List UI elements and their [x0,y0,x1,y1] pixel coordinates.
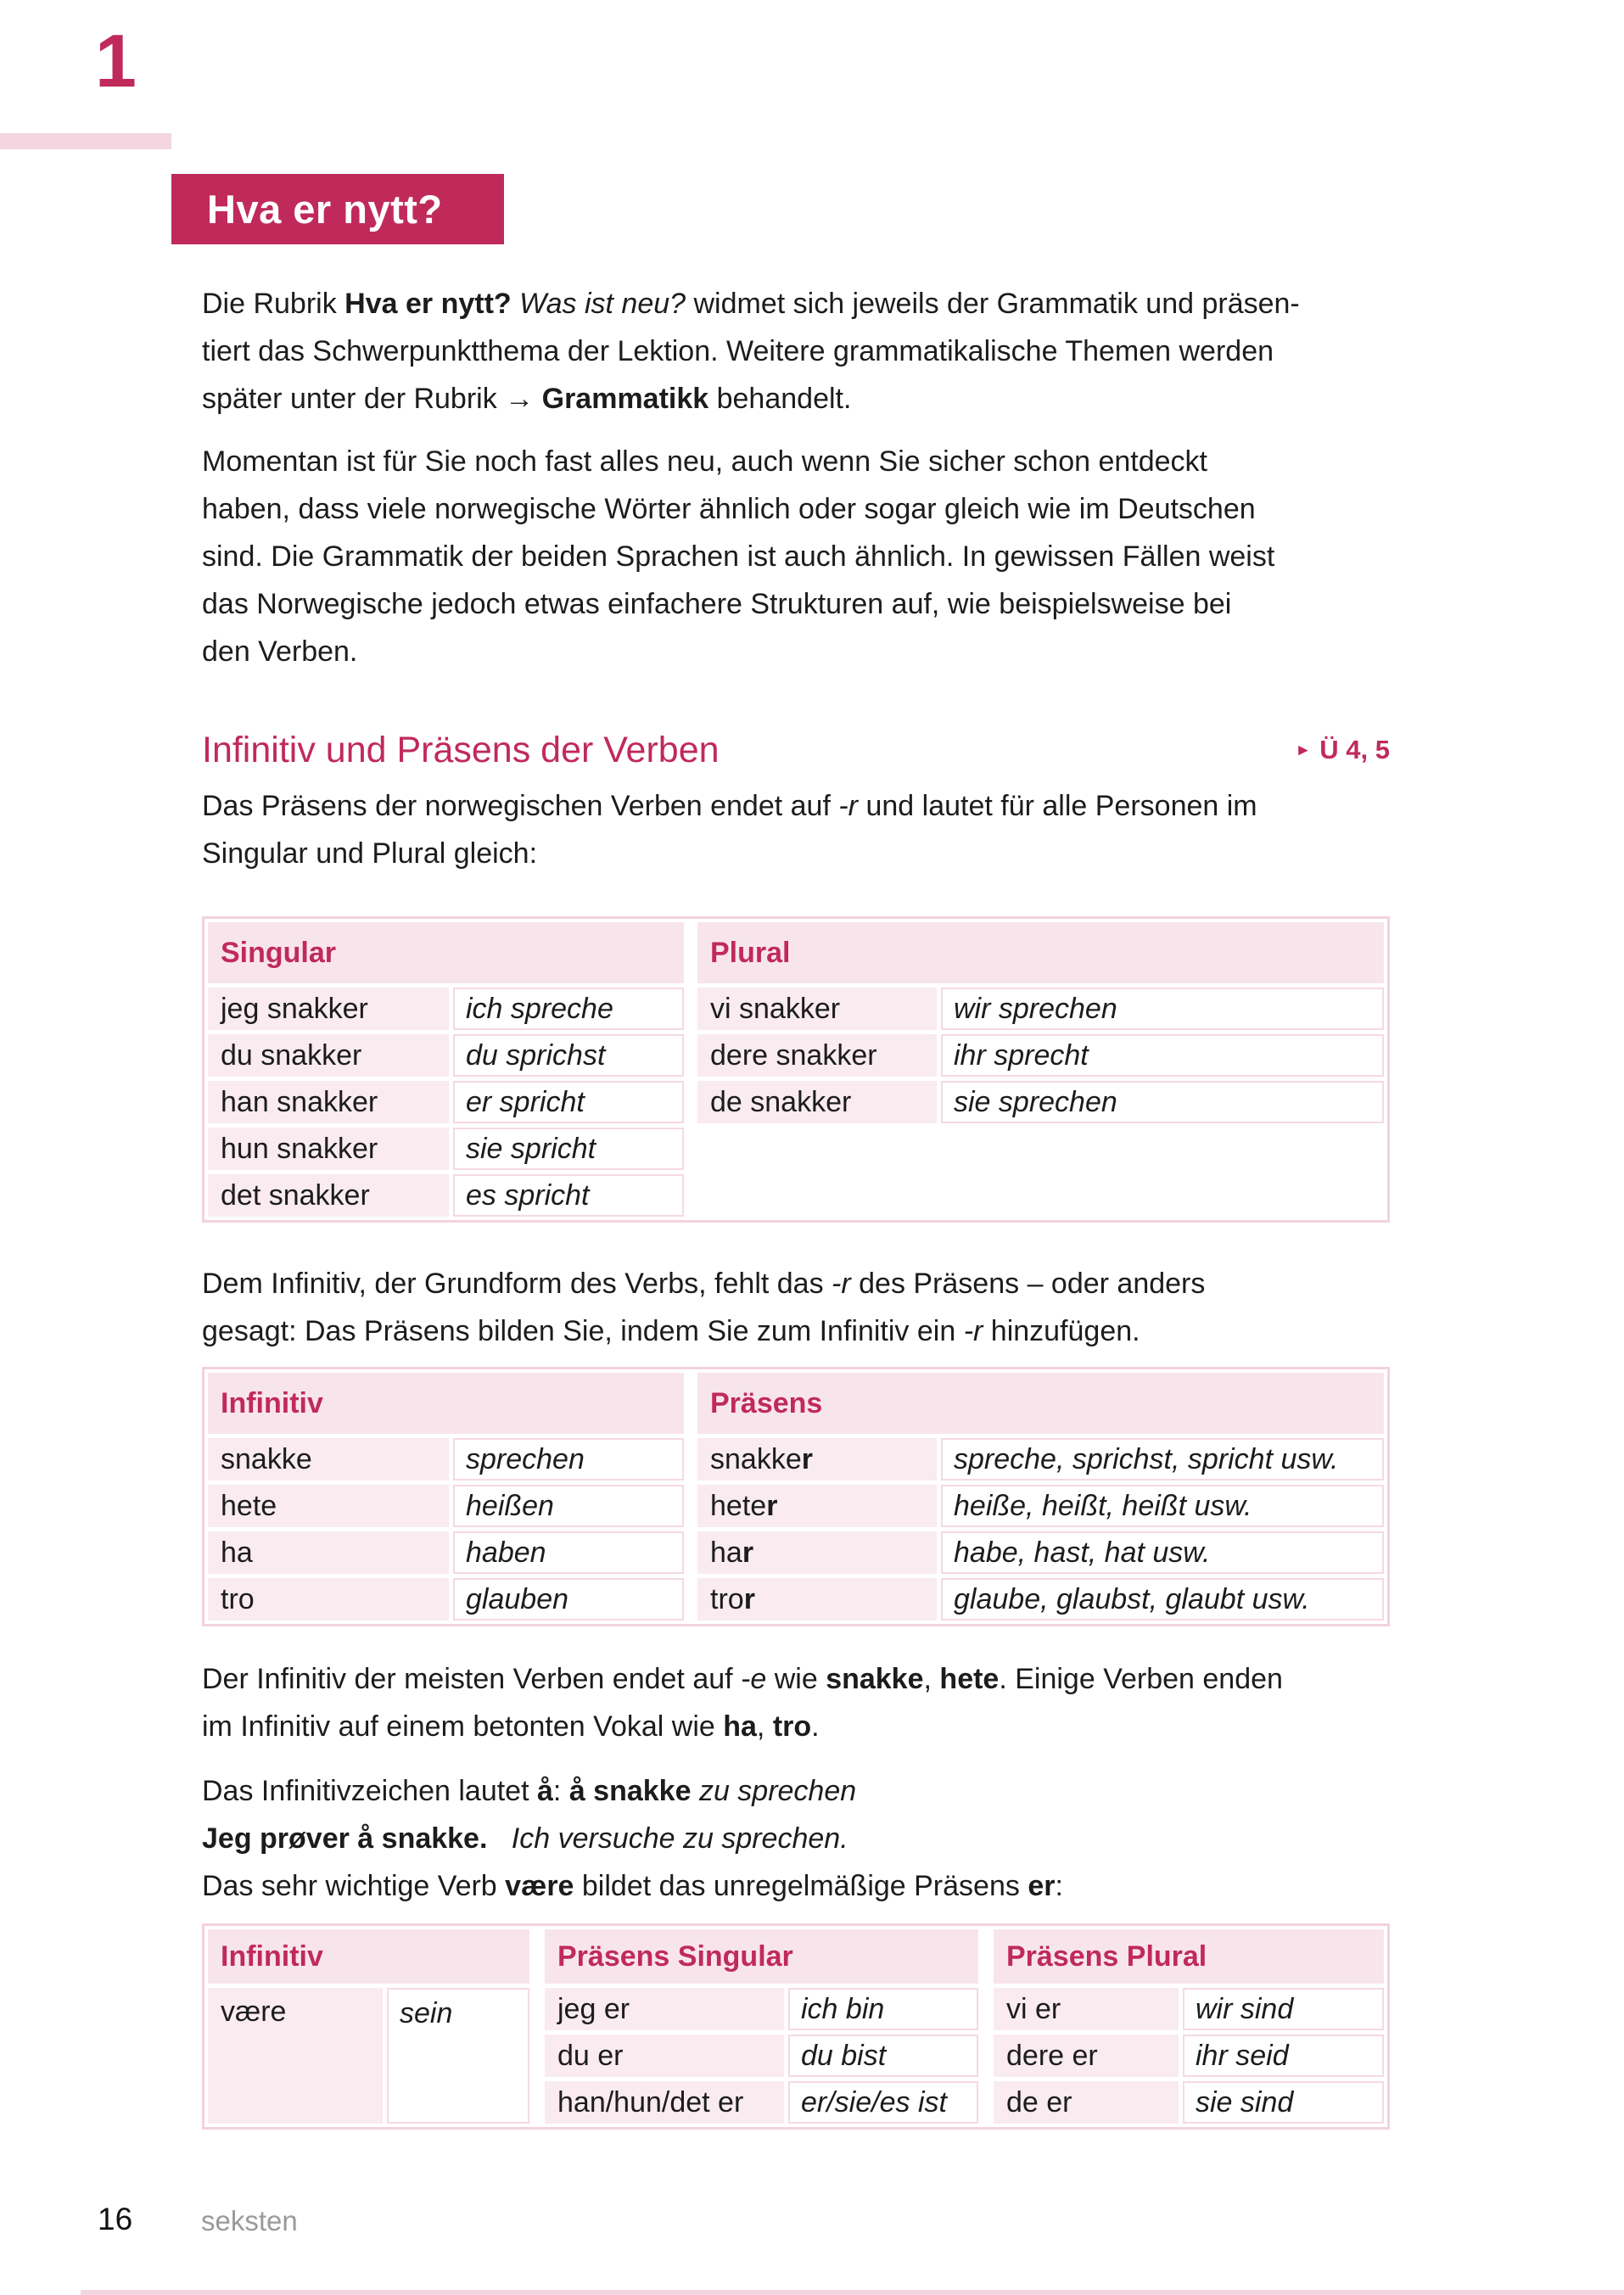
table-cell-no: hete [208,1485,449,1527]
table-header-singular: Singular [208,922,684,983]
table-cell-de: es spricht [453,1174,684,1217]
table-header-infinitive: Infinitiv [208,1373,684,1434]
page-number-word: seksten [201,2205,298,2236]
table-cell-no: tro [208,1578,449,1620]
table-cell-present-de: habe, hast, hat usw. [941,1531,1384,1574]
table-cell-present-de: spreche, sprichst, spricht usw. [941,1438,1384,1481]
table-cell-de: ihr sprecht [941,1034,1384,1077]
table-cell-no: hun snakker [208,1128,449,1170]
table-cell-no: være [208,1988,383,2124]
triangle-arrow-icon: ► [1295,742,1312,759]
table-cell-de: du bist [788,2035,978,2077]
paragraph-momentan: Momentan ist für Sie noch fast alles neu, auch wenn Sie sicher schon entdeckt haben, dass viele norwegische Wörter ähnlich oder sogar gleich wie im Deutschen sind. Die Grammatik der beiden Sprachen ist auch ähnlich. In gewissen Fällen weist das Norwegische jedoch etwas einfachere Strukturen auf, wie beispielsweise bei den Verben. [202,445,1275,668]
table-cell-de: ich bin [788,1988,978,2030]
table-cell-present: ha r [697,1531,937,1574]
section-heading: Infinitiv und Präsens der Verben [202,730,720,770]
table-cell-present: hete r [697,1485,937,1527]
chapter-number: 1 [95,19,137,103]
table-cell-present: snakke r [697,1438,937,1481]
exercise-label: Ü 4, 5 [1319,735,1390,764]
table-cell-present: tro r [697,1578,937,1620]
page-content [202,280,1390,2130]
table-cell-no: han snakker [208,1081,449,1123]
table-header-praesens-plural: Präsens Plural [994,1929,1384,1984]
table-header-praesens-singular: Präsens Singular [545,1929,978,1984]
table-cell-de: ihr seid [1183,2035,1384,2077]
table-cell-de: sprechen [453,1438,684,1481]
table-cell-de: du sprichst [453,1034,684,1077]
table-header-infinitive: Infinitiv [208,1929,529,1984]
section-title: Hva er nytt? [207,187,443,232]
table-singular-plural [202,916,1390,1223]
table-cell-no: jeg er [545,1988,784,2030]
table-cell-no: ha [208,1531,449,1574]
table-cell-no: snakke [208,1438,449,1481]
table-cell-present-de: heiße, heißt, heißt usw. [941,1485,1384,1527]
paragraph-infinitiv: Dem Infinitiv, der Grundform des Verbs, fehlt das -r des Präsens – oder anders gesagt: Das Präsens bilden Sie, indem Sie zum Infinitiv ein -r hinzufügen. [202,1268,1206,1347]
section-intro: Das Präsens der norwegischen Verben endet auf -r und lautet für alle Personen im Singular und Plural gleich: [202,790,1257,870]
exercise-reference [1295,735,1390,765]
table-cell-de: glauben [453,1578,684,1620]
table-cell-de: sie spricht [453,1128,684,1170]
table-cell-de: heißen [453,1485,684,1527]
table-cell-de: haben [453,1531,684,1574]
table-cell-no: du snakker [208,1034,449,1077]
table-cell-de: sein [387,1988,529,2124]
paragraph-rubrik: Die Rubrik Hva er nytt? Was ist neu? widmet sich jeweils der Grammatik und präsen- tiert das Schwerpunktthema der Lektion. Weitere grammatikalische Themen werden später unter der Rubrik → Grammatikk behandelt. [202,288,1300,415]
table-cell-de: er/sie/es ist [788,2081,978,2124]
table-cell-no: vi snakker [697,988,937,1030]
table-cell-no: vi er [994,1988,1179,2030]
table-cell-no: han/hun/det er [545,2081,784,2124]
page-number: 16 [98,2202,133,2236]
table-cell-de: sie sprechen [941,1081,1384,1123]
table-vaere [202,1923,1390,2130]
paragraph-infinitivzeichen: Das Infinitivzeichen lautet å: å snakke zu sprechen Jeg prøver å snakke. Ich versuche zu sprechen. Das sehr wichtige Verb være bildet das unregelmäßige Präsens er: [202,1775,1063,1902]
table-cell-no: dere snakker [697,1034,937,1077]
decorative-bottom-bar [81,2290,1624,2295]
table-cell-present-de: glaube, glaubst, glaubt usw. [941,1578,1384,1620]
section-title-box [171,174,504,244]
table-cell-de: er spricht [453,1081,684,1123]
table-infinitive-present [202,1367,1390,1626]
table-cell-de: ich spreche [453,988,684,1030]
decorative-pink-bar [0,133,171,149]
table-header-plural: Plural [697,922,1384,983]
table-cell-no: de er [994,2081,1179,2124]
table-cell-no: de snakker [697,1081,937,1123]
table-cell-no: du er [545,2035,784,2077]
table-cell-de: wir sprechen [941,988,1384,1030]
table-cell-no: jeg snakker [208,988,449,1030]
table-cell-no: det snakker [208,1174,449,1217]
table-header-present: Präsens [697,1373,1384,1434]
table-cell-de: wir sind [1183,1988,1384,2030]
paragraph-endungen: Der Infinitiv der meisten Verben endet auf -e wie snakke, hete. Einige Verben enden im Infinitiv auf einem betonten Vokal wie ha, tro. [202,1663,1283,1743]
table-cell-de: sie sind [1183,2081,1384,2124]
section-heading-row [202,728,1390,772]
table-cell-no: dere er [994,2035,1179,2077]
